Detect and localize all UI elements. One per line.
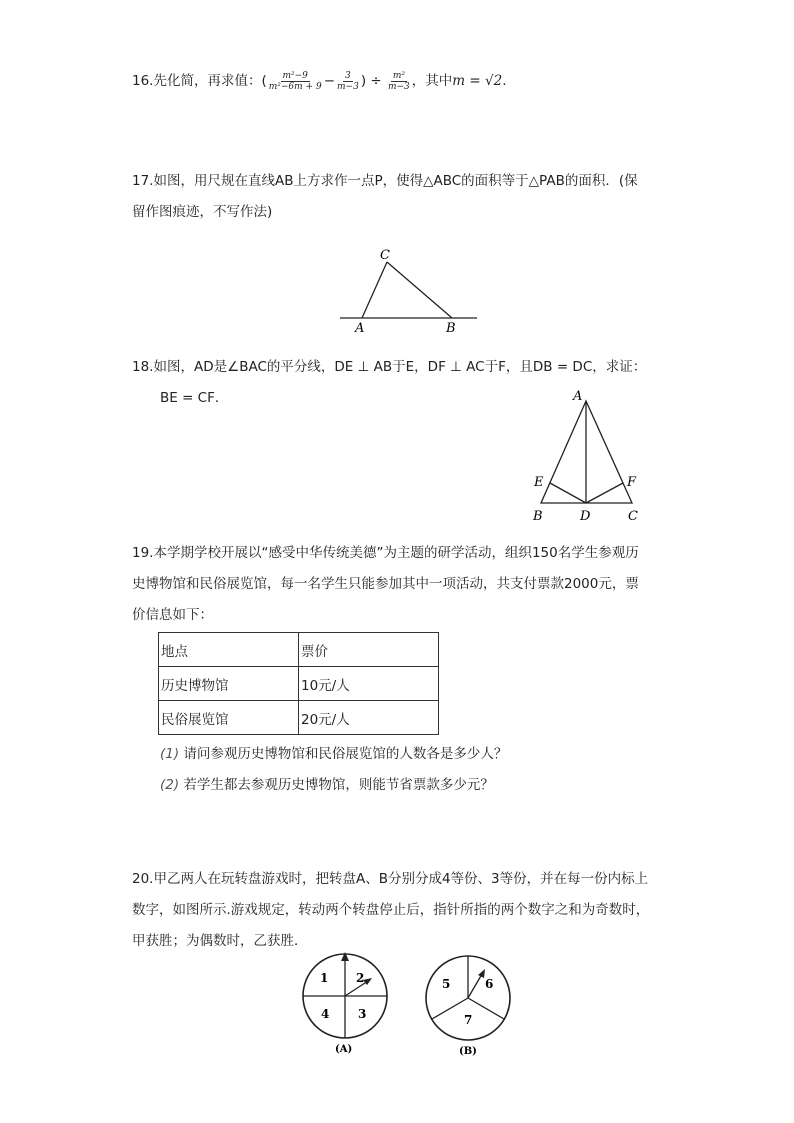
spinner-a-number: 2 (356, 971, 365, 985)
spinner-a-number: 3 (358, 1007, 367, 1021)
subquestion-number: (1) (160, 746, 180, 762)
q17-line-1: 17.如图，用尺规在直线AB上方求作一点P，使得△ABC的面积等于△PAB的面积．(保 (132, 173, 638, 189)
triangle-abc-figure (335, 242, 485, 334)
q16-suffix: ，其中 (411, 73, 453, 89)
table-header-row (159, 633, 439, 667)
q16-f3-denominator: m−3 (387, 81, 410, 92)
spinner-b-number: 6 (485, 977, 494, 991)
spinner-a (296, 948, 396, 1058)
q19-line-1: 19.本学期学校开展以“感受中华传统美德”为主题的研学活动，组织150名学生参观历 (132, 545, 639, 561)
spinner-a-number: 1 (320, 971, 329, 985)
table-row (159, 667, 439, 701)
label-c: C (628, 509, 638, 524)
ticket-price-table (158, 632, 439, 735)
q20-line-1: 20.甲乙两人在玩转盘游戏时，把转盘A、B分别分成4等份、3等份，并在每一份内标上 (132, 871, 649, 887)
q16-f3-numerator: m² (392, 70, 405, 81)
q16-fraction-2 (335, 71, 361, 92)
table-header-cell: 地点 (159, 633, 299, 667)
spinner-b-number: 5 (442, 977, 451, 991)
q19-subquestion-2 (160, 771, 494, 799)
segment-df (586, 483, 623, 503)
question-19 (132, 538, 692, 631)
subquestion-text: 若学生都去参观历史博物馆，则能节省票款多少元？ (183, 777, 494, 793)
q16-f2-denominator: m−3 (337, 81, 359, 92)
q16-minus: − (323, 73, 335, 89)
q20-line-2: 数字，如图所示.游戏规定，转动两个转盘停止后，指针所指的两个数字之和为奇数时， (132, 902, 650, 918)
arrow-icon (478, 969, 485, 978)
label-b: B (533, 509, 543, 524)
q16-f2-numerator: 3 (345, 70, 351, 81)
question-16 (132, 64, 506, 98)
q19-line-3: 价信息如下： (132, 607, 213, 623)
q19-line-2: 史博物馆和民俗展览馆，每一名学生只能参加其中一项活动，共支付票款2000元，票 (132, 576, 639, 592)
table-header-cell: 票价 (299, 633, 439, 667)
label-a: A (573, 389, 583, 404)
table-cell: 10元/人 (299, 667, 439, 701)
table-cell: 民俗展览馆 (159, 701, 299, 735)
q16-fraction-1 (267, 71, 324, 92)
question-17 (132, 166, 692, 228)
q16-fraction-3 (386, 71, 412, 92)
q16-prefix: 16.先化简，再求值：( (132, 73, 267, 89)
spinner-b-caption: (B) (459, 1046, 477, 1057)
table-cell: 20元/人 (299, 701, 439, 735)
spinner-b-divider (432, 998, 468, 1019)
segment-ca (362, 262, 387, 318)
q18-line-1: 18.如图，AD是∠BAC的平分线，DE ⊥ AB于E，DF ⊥ AC于F，且DB = DC，求证： (132, 359, 647, 375)
q16-f1-numerator: m²−9 (282, 70, 308, 81)
q17-line-2: 留作图痕迹，不写作法) (132, 204, 273, 220)
spinner-b-pointer (468, 974, 482, 998)
subquestion-number: (2) (160, 777, 180, 793)
label-e: E (534, 475, 544, 490)
spinner-b-number: 7 (464, 1013, 473, 1027)
q16-f1-denominator: m²−6m + 9 (268, 81, 322, 92)
spinner-a-number: 4 (321, 1007, 330, 1021)
q20-line-3: 甲获胜；为偶数时，乙获胜． (132, 933, 308, 949)
q16-condition: m = √2 (452, 73, 503, 89)
label-a: A (355, 321, 365, 334)
q16-end: . (502, 73, 507, 89)
spinner-a-caption: (A) (335, 1044, 353, 1055)
segment-de (550, 483, 586, 503)
q18-line-2: BE = CF． (160, 390, 229, 406)
label-b: B (446, 321, 456, 334)
triangle-abc-bisector-figure (528, 386, 646, 526)
segment-cb (387, 262, 452, 318)
label-d: D (580, 509, 591, 524)
spinner-b (422, 952, 522, 1062)
q16-divide: ) ÷ (360, 73, 386, 89)
table-cell: 历史博物馆 (159, 667, 299, 701)
question-20 (132, 864, 692, 957)
subquestion-text: 请问参观历史博物馆和民俗展览馆的人数各是多少人？ (183, 746, 508, 762)
table-row (159, 701, 439, 735)
spinner-b-divider (468, 998, 504, 1019)
label-c: C (380, 248, 390, 263)
label-f: F (627, 475, 637, 490)
q19-subquestion-1 (160, 740, 507, 768)
